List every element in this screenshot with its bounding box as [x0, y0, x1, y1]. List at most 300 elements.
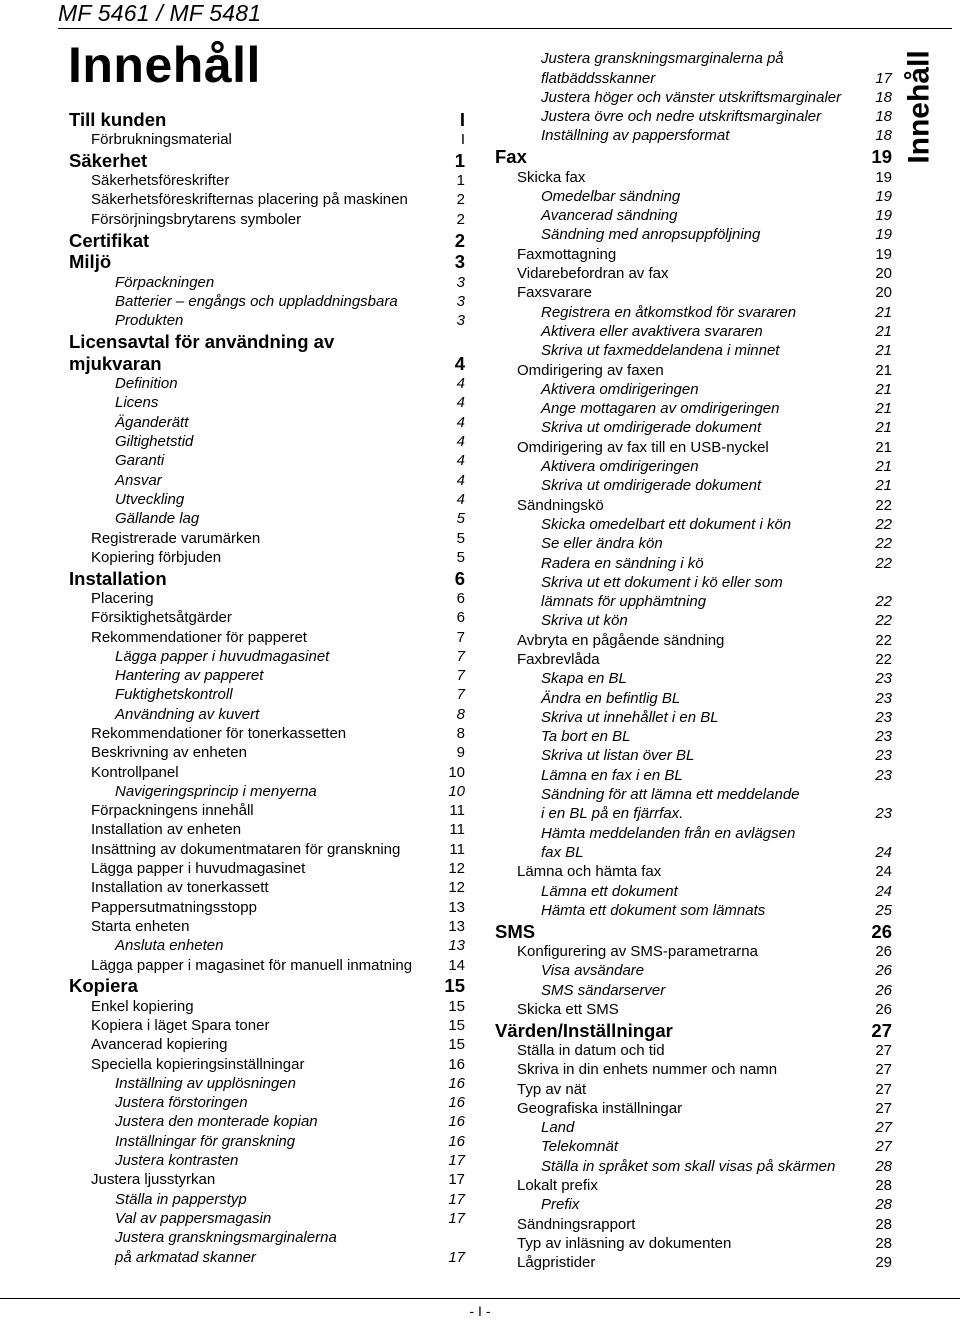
toc-entry-title: Insättning av dokumentmataren för granskning — [91, 840, 401, 858]
toc-entry-title: Inställning av pappersformat — [541, 127, 730, 145]
toc-entry[interactable] — [495, 380, 892, 399]
toc-entry-page: 23 — [875, 689, 892, 707]
toc-entry-page: 22 — [875, 631, 892, 649]
toc-entry-page: 21 — [875, 400, 892, 418]
toc-entry[interactable] — [69, 975, 465, 997]
toc-entry[interactable] — [495, 1041, 892, 1060]
toc-entry[interactable] — [495, 980, 892, 999]
toc-entry-title: Licens — [115, 394, 159, 412]
toc-entry-page: 23 — [875, 670, 892, 688]
toc-entry-title: Garanti — [115, 452, 165, 470]
toc-entry-title: Ställa in papperstyp — [115, 1190, 247, 1208]
toc-entry-page: 18 — [875, 127, 892, 145]
toc-entry-title: Kopiera i läget Spara toner — [91, 1016, 270, 1034]
toc-entry-title: Ansluta enheten — [115, 937, 224, 955]
toc-entry-page: 24 — [875, 882, 892, 900]
toc-entry-page: 19 — [875, 187, 892, 205]
toc-entry-page: 6 — [454, 567, 465, 589]
toc-entry[interactable] — [69, 330, 465, 352]
toc-entry-title: lämnats för upphämtning — [541, 593, 707, 611]
toc-entry[interactable] — [495, 145, 892, 167]
toc-entry-page: 23 — [875, 805, 892, 823]
toc-entry-title: Aktivera eller avaktivera svararen — [541, 322, 763, 340]
toc-entry-title: Avancerad kopiering — [91, 1036, 228, 1054]
toc-entry-page: 17 — [875, 69, 892, 87]
toc-entry-title: Avbryta en pågående sändning — [517, 631, 725, 649]
toc-entry-page: 7 — [456, 686, 465, 704]
toc-entry-page: 27 — [875, 1061, 892, 1079]
toc-entry[interactable] — [69, 171, 465, 190]
toc-entry[interactable] — [69, 352, 465, 374]
toc-entry-page: 13 — [448, 898, 465, 916]
toc-entry[interactable] — [495, 881, 892, 900]
toc-entry[interactable] — [69, 548, 465, 567]
toc-entry-page: 14 — [448, 956, 465, 974]
toc-entry-title: Registrera en åtkomstkod för svararen — [541, 303, 797, 321]
toc-entry-title: Certifikat — [69, 229, 150, 251]
toc-entry[interactable] — [495, 341, 892, 360]
toc-entry-title: Skriva ut kön — [541, 612, 628, 630]
toc-entry-page: 27 — [875, 1080, 892, 1098]
toc-entry[interactable] — [495, 264, 892, 283]
toc-entry-page: 4 — [456, 490, 465, 508]
toc-entry[interactable] — [69, 1035, 465, 1054]
toc-entry[interactable] — [69, 451, 465, 470]
toc-entry-title: Lämna och hämta fax — [517, 863, 662, 881]
toc-entry[interactable] — [495, 1195, 892, 1214]
toc-entry[interactable] — [495, 457, 892, 476]
toc-entry-title: Till kunden — [69, 108, 167, 130]
toc-entry[interactable] — [495, 843, 892, 862]
toc-entry-page: 22 — [875, 554, 892, 572]
section-side-tab — [900, 52, 940, 162]
toc-entry-title: Installation — [69, 567, 167, 589]
toc-entry-page: 6 — [456, 589, 465, 607]
toc-entry-page: 17 — [448, 1171, 465, 1189]
toc-entry[interactable] — [69, 1247, 465, 1266]
toc-entry-page: 4 — [454, 352, 465, 374]
toc-entry[interactable] — [69, 509, 465, 528]
toc-entry-page: 16 — [448, 1113, 465, 1131]
toc-entry-title: Gällande lag — [115, 510, 200, 528]
toc-entry[interactable] — [69, 1189, 465, 1208]
toc-entry-page: 7 — [456, 647, 465, 665]
toc-entry[interactable] — [69, 229, 465, 251]
toc-entry[interactable] — [69, 1016, 465, 1035]
toc-entry-page: 19 — [875, 168, 892, 186]
toc-entry-title: Enkel kopiering — [91, 997, 194, 1015]
toc-entry[interactable] — [69, 412, 465, 431]
toc-entry-title: Värden/Inställningar — [495, 1019, 673, 1041]
toc-entry[interactable] — [495, 495, 892, 514]
toc-entry-title: Ange mottagaren av omdirigeringen — [541, 400, 780, 418]
toc-entry-title: Justera förstoringen — [115, 1094, 248, 1112]
toc-entry[interactable] — [69, 1228, 465, 1247]
toc-entry[interactable] — [495, 1099, 892, 1118]
toc-entry-title: Aktivera omdirigeringen — [541, 380, 699, 398]
running-header-model: MF 5461 / MF 5481 — [58, 0, 262, 26]
toc-entry-page: 21 — [875, 361, 892, 379]
toc-entry-page: 17 — [448, 1152, 465, 1170]
toc-entry[interactable] — [69, 251, 465, 273]
toc-entry[interactable] — [495, 862, 892, 881]
toc-entry-title: Sändning med anropsuppföljning — [541, 226, 761, 244]
toc-entry[interactable] — [69, 917, 465, 936]
toc-entry-title: Justera kontrasten — [115, 1152, 239, 1170]
toc-entry-page: 15 — [448, 1016, 465, 1034]
toc-entry[interactable] — [495, 534, 892, 553]
toc-entry-title: Justera den monterade kopian — [115, 1113, 318, 1131]
toc-entry-title: Skicka fax — [517, 168, 586, 186]
toc-entry[interactable] — [495, 187, 892, 206]
toc-entry-page: 4 — [456, 433, 465, 451]
toc-entry-title: Förbrukningsmaterial — [91, 131, 232, 149]
toc-entry[interactable] — [495, 225, 892, 244]
toc-entry[interactable] — [69, 1170, 465, 1189]
toc-entry[interactable] — [495, 746, 892, 765]
toc-entry-page: 28 — [875, 1177, 892, 1195]
toc-entry-title: Produkten — [115, 312, 184, 330]
toc-entry-title: Kontrollpanel — [91, 763, 179, 781]
toc-entry[interactable] — [495, 708, 892, 727]
toc-entry[interactable] — [495, 418, 892, 437]
toc-entry[interactable] — [495, 1079, 892, 1098]
toc-entry-page: 22 — [875, 515, 892, 533]
toc-entry[interactable] — [495, 920, 892, 942]
toc-entry[interactable] — [69, 647, 465, 666]
toc-entry-title: Användning av kuvert — [115, 705, 260, 723]
toc-entry[interactable] — [495, 573, 892, 592]
toc-entry-title: Lägga papper i magasinet för manuell inmatning — [91, 956, 413, 974]
toc-entry-page: 22 — [875, 496, 892, 514]
toc-entry[interactable] — [69, 839, 465, 858]
toc-entry[interactable] — [495, 167, 892, 186]
toc-entry-title: Val av pappersmagasin — [115, 1209, 272, 1227]
toc-entry[interactable] — [69, 1093, 465, 1112]
toc-entry-title: Fax — [495, 146, 527, 168]
toc-entry-title: Skriva ut listan över BL — [541, 747, 695, 765]
toc-entry[interactable] — [495, 942, 892, 961]
toc-entry-title: Skriva ut ett dokument i kö eller som — [541, 573, 783, 591]
toc-entry-title: Typ av nät — [517, 1080, 587, 1098]
toc-entry-title: Aktivera omdirigeringen — [541, 458, 699, 476]
toc-entry-page: 27 — [871, 1019, 892, 1041]
toc-entry-page: 13 — [448, 937, 465, 955]
toc-entry-title: Inställningar för granskning — [115, 1132, 296, 1150]
toc-entry-title: Fuktighetskontroll — [115, 686, 233, 704]
toc-entry[interactable] — [495, 1060, 892, 1079]
toc-entry[interactable] — [69, 470, 465, 489]
toc-entry-page: 18 — [875, 88, 892, 106]
footer-divider — [0, 1298, 960, 1299]
toc-left-column — [69, 108, 465, 1267]
toc-entry[interactable] — [69, 762, 465, 781]
toc-entry[interactable] — [69, 1112, 465, 1131]
toc-entry[interactable] — [495, 1137, 892, 1156]
toc-entry-title: Sändningsrapport — [517, 1215, 636, 1233]
toc-entry[interactable] — [495, 630, 892, 649]
toc-entry-title: Inställning av upplösningen — [115, 1074, 296, 1092]
toc-entry-title: Avancerad sändning — [541, 207, 678, 225]
toc-entry[interactable] — [495, 901, 892, 920]
toc-entry-page: 11 — [449, 802, 465, 820]
toc-entry-page: 27 — [875, 1138, 892, 1156]
toc-entry-page: 25 — [875, 901, 892, 919]
toc-entry-title: Rekommendationer för papperet — [91, 628, 307, 646]
toc-entry-title: Förpackningens innehåll — [91, 802, 254, 820]
toc-entry[interactable] — [69, 996, 465, 1015]
toc-entry-page: 26 — [871, 920, 892, 942]
toc-entry[interactable] — [69, 374, 465, 393]
toc-entry-page: 2 — [456, 210, 465, 228]
toc-entry-title: Se eller ändra kön — [541, 535, 663, 553]
toc-entry-title: Omdirigering av faxen — [517, 361, 664, 379]
toc-entry-page: 29 — [875, 1254, 892, 1272]
toc-entry[interactable] — [495, 1176, 892, 1195]
toc-entry-page: 21 — [875, 380, 892, 398]
toc-entry[interactable] — [495, 302, 892, 321]
toc-entry-page: 4 — [456, 375, 465, 393]
toc-entry-page: 16 — [448, 1074, 465, 1092]
toc-entry-title: Säkerhetsföreskrifter — [91, 172, 230, 190]
toc-entry-page: 28 — [875, 1157, 892, 1175]
toc-entry[interactable] — [69, 130, 465, 149]
toc-entry-page: 19 — [871, 146, 892, 168]
toc-entry[interactable] — [69, 432, 465, 451]
toc-entry-title: Hämta meddelanden från en avlägsen — [541, 824, 796, 842]
toc-entry-title: Installation av tonerkassett — [91, 879, 269, 897]
toc-entry[interactable] — [69, 608, 465, 627]
toc-entry[interactable] — [69, 272, 465, 291]
toc-entry[interactable] — [69, 1131, 465, 1150]
toc-entry-page: 10 — [448, 782, 465, 800]
toc-entry-page: 19 — [875, 226, 892, 244]
toc-entry[interactable] — [69, 190, 465, 209]
toc-entry-title: Konfigurering av SMS-parametrarna — [517, 942, 758, 960]
toc-entry[interactable] — [495, 1234, 892, 1253]
toc-entry-page: 23 — [875, 766, 892, 784]
toc-entry[interactable] — [69, 685, 465, 704]
toc-entry[interactable] — [495, 206, 892, 225]
toc-entry-page: 11 — [449, 840, 465, 858]
toc-entry[interactable] — [69, 801, 465, 820]
toc-entry-page: 3 — [454, 251, 465, 273]
toc-entry[interactable] — [69, 743, 465, 762]
toc-entry-title: Skriva in din enhets nummer och namn — [517, 1061, 778, 1079]
page-number: - I - — [469, 1303, 491, 1319]
toc-entry-title: Registrerade varumärken — [91, 529, 261, 547]
toc-entry-title: Lämna en fax i en BL — [541, 766, 683, 784]
toc-entry[interactable] — [495, 823, 892, 842]
toc-entry[interactable] — [69, 311, 465, 330]
toc-entry-page: 5 — [456, 529, 465, 547]
toc-entry-title: Installation av enheten — [91, 821, 242, 839]
toc-entry-title: SMS sändarserver — [541, 981, 666, 999]
toc-entry-title: Hämta ett dokument som lämnats — [541, 901, 766, 919]
toc-entry-title: Hantering av papperet — [115, 667, 264, 685]
toc-entry-title: Justera ljusstyrkan — [91, 1171, 216, 1189]
toc-entry[interactable] — [69, 1151, 465, 1170]
toc-entry[interactable] — [69, 292, 465, 311]
toc-entry-page: 21 — [875, 342, 892, 360]
toc-entry[interactable] — [69, 782, 465, 801]
toc-entry-title: Faxmottagning — [517, 245, 617, 263]
toc-entry[interactable] — [495, 553, 892, 572]
toc-right-column — [495, 49, 892, 1272]
toc-entry-title: Faxbrevlåda — [517, 651, 600, 668]
toc-entry[interactable] — [69, 1054, 465, 1073]
toc-entry[interactable] — [495, 1156, 892, 1175]
toc-entry-title: flatbäddsskanner — [541, 69, 656, 87]
toc-entry-page: 8 — [456, 705, 465, 723]
toc-entry-page: 19 — [875, 245, 892, 263]
toc-entry[interactable] — [495, 961, 892, 980]
toc-entry[interactable] — [495, 283, 892, 302]
toc-entry[interactable] — [69, 627, 465, 646]
toc-entry[interactable] — [495, 1253, 892, 1272]
toc-entry-title: Försörjningsbrytarens symboler — [91, 210, 302, 228]
toc-entry-page: 15 — [448, 997, 465, 1015]
toc-entry[interactable] — [495, 650, 892, 669]
toc-entry-page: 16 — [448, 1132, 465, 1150]
toc-entry-page: 24 — [875, 843, 892, 861]
toc-entry-title: Äganderätt — [115, 413, 189, 431]
toc-entry[interactable] — [69, 955, 465, 974]
toc-entry-title: Land — [541, 1119, 575, 1137]
toc-entry-title: Omedelbar sändning — [541, 187, 681, 205]
toc-entry-page: 22 — [875, 593, 892, 611]
toc-entry[interactable] — [69, 528, 465, 547]
toc-entry[interactable] — [495, 1019, 892, 1041]
toc-entry[interactable] — [69, 704, 465, 723]
toc-entry[interactable] — [495, 322, 892, 341]
toc-entry-title: SMS — [495, 920, 536, 942]
toc-entry[interactable] — [495, 688, 892, 707]
toc-entry-page: 17 — [448, 1209, 465, 1227]
toc-entry[interactable] — [69, 589, 465, 608]
toc-entry[interactable] — [495, 785, 892, 804]
toc-entry-page: 9 — [456, 744, 465, 762]
toc-entry[interactable] — [495, 669, 892, 688]
toc-entry-title: Definition — [115, 375, 178, 393]
toc-entry[interactable] — [69, 820, 465, 839]
toc-entry[interactable] — [495, 437, 892, 456]
toc-entry-title: Ställa in datum och tid — [517, 1041, 665, 1059]
toc-entry[interactable] — [495, 592, 892, 611]
toc-entry-page: 20 — [875, 265, 892, 283]
toc-entry[interactable] — [495, 1000, 892, 1019]
toc-entry[interactable] — [69, 567, 465, 589]
toc-entry-title: Säkerhetsföreskrifternas placering på maskinen — [91, 191, 408, 209]
toc-entry[interactable] — [69, 878, 465, 897]
toc-entry-title: Beskrivning av enheten — [91, 744, 247, 762]
toc-entry[interactable] — [69, 393, 465, 412]
header-divider — [58, 28, 952, 29]
toc-entry[interactable] — [69, 209, 465, 228]
toc-entry[interactable] — [495, 88, 892, 107]
toc-entry-page: 26 — [875, 942, 892, 960]
toc-entry-title: Ta bort en BL — [541, 728, 631, 746]
toc-entry-title: Försiktighetsåtgärder — [91, 609, 232, 627]
toc-entry-title: Vidarebefordran av fax — [517, 265, 669, 283]
toc-entry[interactable] — [495, 765, 892, 784]
toc-entry[interactable] — [495, 68, 892, 87]
toc-entry[interactable] — [69, 149, 465, 171]
toc-entry-page: I — [460, 131, 465, 149]
toc-entry-title: Placering — [91, 589, 154, 607]
toc-entry-page: 5 — [456, 548, 465, 566]
toc-entry-page: 4 — [456, 471, 465, 489]
toc-entry-title: Telekomnät — [541, 1138, 618, 1156]
toc-entry-page: 21 — [875, 438, 892, 456]
toc-entry-page: 21 — [875, 419, 892, 437]
toc-entry-title: Visa avsändare — [541, 962, 645, 980]
toc-entry[interactable] — [495, 727, 892, 746]
toc-entry-page: 4 — [456, 394, 465, 412]
toc-entry[interactable] — [495, 804, 892, 823]
toc-entry[interactable] — [69, 490, 465, 509]
toc-entry[interactable] — [495, 107, 892, 126]
toc-entry-title: Prefix — [541, 1196, 580, 1214]
toc-entry-page: 28 — [875, 1196, 892, 1214]
toc-entry-page: 27 — [875, 1099, 892, 1117]
toc-entry[interactable] — [69, 724, 465, 743]
toc-entry-page: 11 — [449, 821, 465, 839]
toc-entry[interactable] — [69, 936, 465, 955]
toc-entry[interactable] — [495, 515, 892, 534]
toc-entry-title: Omdirigering av fax till en USB-nyckel — [517, 438, 769, 456]
toc-entry[interactable] — [495, 1214, 892, 1233]
toc-entry[interactable] — [69, 1209, 465, 1228]
toc-entry-page: 13 — [448, 917, 465, 935]
toc-entry[interactable] — [69, 666, 465, 685]
toc-entry[interactable] — [495, 611, 892, 630]
toc-entry-page: 3 — [456, 273, 465, 291]
toc-entry-title: på arkmatad skanner — [115, 1248, 256, 1266]
toc-entry-title: Geografiska inställningar — [517, 1099, 683, 1117]
toc-entry-title: Justera övre och nedre utskriftsmarginaler — [541, 108, 822, 126]
toc-entry[interactable] — [495, 360, 892, 379]
toc-entry-title: Rekommendationer för tonerkassetten — [91, 725, 347, 742]
toc-entry-page: 7 — [456, 667, 465, 685]
toc-entry[interactable] — [495, 476, 892, 495]
toc-entry-title: Typ av inläsning av dokumenten — [517, 1234, 732, 1252]
toc-entry-page: 28 — [875, 1215, 892, 1233]
toc-entry[interactable] — [495, 244, 892, 263]
toc-entry-page: 4 — [456, 452, 465, 470]
toc-entry[interactable] — [69, 1074, 465, 1093]
toc-entry-title: Pappersutmatningsstopp — [91, 898, 257, 916]
toc-entry-title: Justera höger och vänster utskriftsmarginaler — [541, 88, 842, 106]
toc-entry-page: 23 — [875, 728, 892, 746]
toc-entry[interactable] — [495, 126, 892, 145]
toc-entry-page: 4 — [456, 413, 465, 431]
toc-entry[interactable] — [495, 399, 892, 418]
toc-entry[interactable] — [495, 49, 892, 68]
toc-entry-title: Justera granskningsmarginalerna på — [541, 50, 784, 68]
toc-entry-title: Starta enheten — [91, 917, 190, 935]
toc-entry[interactable] — [69, 897, 465, 916]
toc-entry-page: 1 — [456, 172, 465, 190]
toc-entry-page: 10 — [448, 763, 465, 781]
toc-entry[interactable] — [69, 108, 465, 130]
toc-entry-title: Giltighetstid — [115, 433, 194, 451]
toc-entry[interactable] — [69, 859, 465, 878]
toc-entry-page: 26 — [875, 981, 892, 999]
toc-entry[interactable] — [495, 1118, 892, 1137]
toc-entry-page: 21 — [875, 458, 892, 476]
toc-entry-page: 26 — [875, 1000, 892, 1018]
